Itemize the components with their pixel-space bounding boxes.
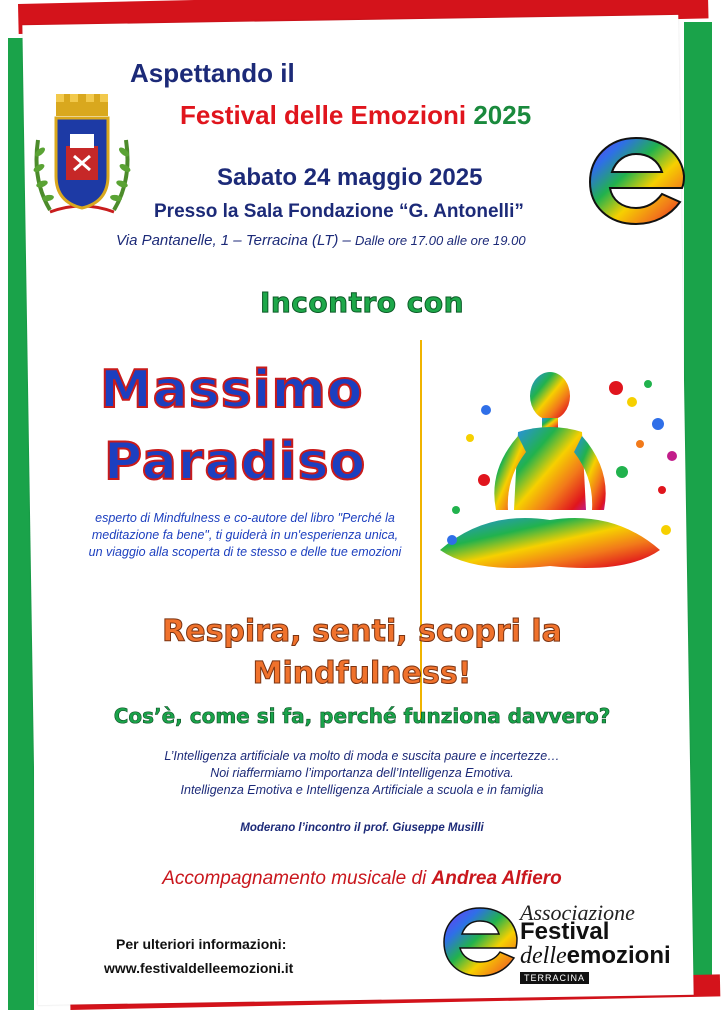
event-venue: Presso la Sala Fondazione “G. Antonelli”	[154, 201, 524, 222]
event-date: Sabato 24 maggio 2025	[217, 164, 483, 191]
assoc-city-badge: TERRACINA	[520, 972, 589, 984]
bio-line: esperto di Mindfulness e co-autore del libro "Perché la	[95, 511, 395, 525]
topic-title-line2: Mindfulness!	[252, 656, 472, 691]
assoc-line1: Associazione	[520, 900, 635, 925]
notes-block	[0, 748, 724, 799]
note-line: Noi riaffermiamo l’importanza dell’Intelligenza Emotiva.	[210, 766, 514, 780]
header-line2	[180, 100, 531, 131]
event-time: Dalle ore 17.00 alle ore 19.00	[355, 233, 526, 248]
festival-title: Festival delle Emozioni	[180, 100, 467, 130]
association-e-logo-icon	[440, 904, 518, 980]
coat-of-arms-icon	[30, 90, 134, 222]
moderator-line: Moderano l’incontro il prof. Giuseppe Musilli	[240, 822, 484, 834]
assoc-emozioni: emozioni	[566, 942, 671, 969]
speaker-first-name: Massimo	[100, 360, 364, 420]
assoc-line2: Festival	[520, 918, 610, 945]
festival-year: 2025	[473, 100, 532, 130]
address-text: Via Pantanelle, 1 – Terracina (LT) –	[116, 232, 351, 249]
assoc-line3	[520, 942, 671, 970]
note-line: L’Intelligenza artificiale va molto di moda e suscita paure e incertezze…	[164, 749, 560, 763]
music-prefix: Accompagnamento musicale di	[162, 868, 427, 889]
music-name: Andrea Alfiero	[431, 868, 562, 889]
speaker-last-name: Paradiso	[104, 432, 367, 492]
music-line	[0, 868, 724, 890]
rainbow-e-logo-icon	[584, 132, 688, 228]
info-label: Per ulteriori informazioni:	[116, 936, 287, 952]
website-link[interactable]: www.festivaldelleemozioni.it	[104, 960, 294, 976]
event-address	[116, 232, 526, 249]
speaker-bio	[70, 510, 420, 561]
header-line1: Aspettando il	[130, 58, 295, 88]
assoc-delle: delle	[520, 943, 567, 969]
bio-line: meditazione fa bene", ti guiderà in un'esperienza unica,	[91, 528, 399, 542]
topic-subtitle: Cos’è, come si fa, perché funziona davvero?	[113, 704, 611, 728]
meeting-intro: Incontro con	[259, 286, 465, 319]
bio-line: un viaggio alla scoperta di te stesso e delle tue emozioni	[88, 545, 402, 559]
note-line: Intelligenza Emotiva e Intelligenza Artificiale a scuola e in famiglia	[180, 783, 544, 797]
meditation-figure-image	[426, 360, 688, 586]
topic-title-line1: Respira, senti, scopri la	[162, 614, 562, 649]
